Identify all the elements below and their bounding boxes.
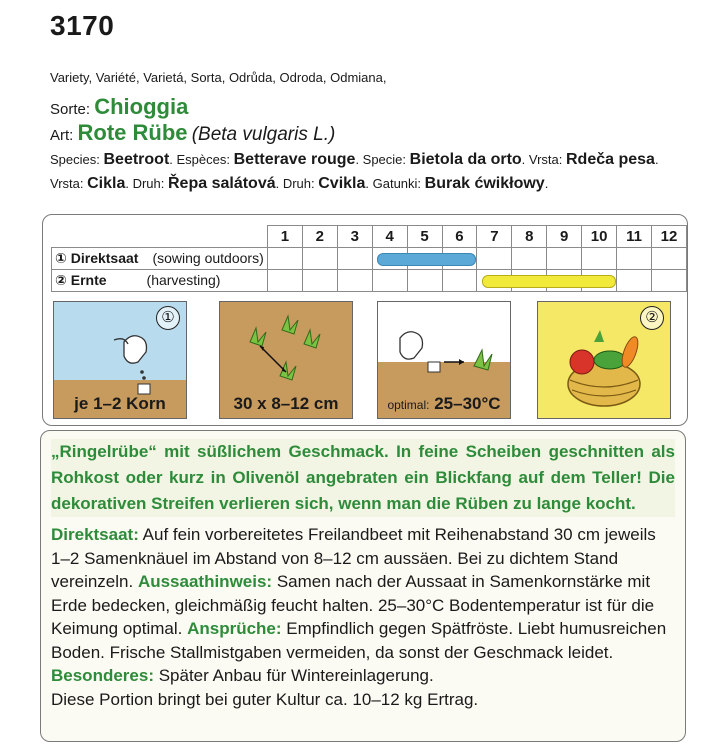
calendar-cell <box>372 270 407 292</box>
species-label: . Espèces: <box>169 152 230 167</box>
section-text: Samen nach der Aussaat in Samenkornstärke mit Erde bedecken, gleichmäßig feucht halten. 25–30°C Bodentemperatur ist für die Keimung optimal. <box>51 572 655 638</box>
month-label: 10 <box>582 226 617 248</box>
month-label: 9 <box>547 226 582 248</box>
calendar-cell <box>617 270 652 292</box>
spacing-caption: 30 x 8–12 cm <box>233 394 339 413</box>
section-heading: Ansprüche: <box>187 619 282 638</box>
section-text: Später Anbau für Wintereinlagerung. <box>153 666 434 685</box>
section-text: Empfindlich gegen Spätfröste. Liebt humusreichen Boden. Frische Stallmistgaben vermeiden, da sonst der Geschmack leidet. <box>51 619 667 662</box>
calendar-cell <box>442 270 477 292</box>
species-translations-1 <box>50 151 659 169</box>
step-number-badge: ② <box>640 306 664 330</box>
month-label: 7 <box>477 226 512 248</box>
calendar-cell <box>477 248 512 270</box>
variety-name: Chioggia <box>94 94 189 119</box>
calendar-cell <box>337 248 372 270</box>
month-label: 11 <box>617 226 652 248</box>
species-value: Rdeča pesa <box>566 151 655 168</box>
calendar-cell <box>267 248 302 270</box>
row-label-de: ② Ernte <box>55 272 107 288</box>
species-value: Burak ćwikłowy <box>424 175 545 192</box>
month-label: 8 <box>512 226 547 248</box>
species-value: Bietola da orto <box>409 151 522 168</box>
calendar-row-sowing <box>52 248 687 270</box>
description-body <box>51 523 677 711</box>
species-label: . Druh: <box>275 176 315 191</box>
sowing-period-bar <box>377 253 476 266</box>
section-heading: Besonderes: <box>51 666 154 685</box>
description-lead: „Ringelrübe“ mit süßlichem Geschmack. In feine Scheiben geschnitten als Rohkost oder kurz in Olivenöl angebraten ein Blickfang auf dem Teller! Die dekorativen Streifen verlieren sich, wenn man die Rüben zu lange kocht. <box>51 439 675 517</box>
sorte-row <box>50 94 188 120</box>
species-label: . Vrsta: <box>521 152 563 167</box>
variety-languages: Variety, Variété, Varietá, Sorta, Odrůda, Odroda, Odmiana, <box>50 70 387 85</box>
section-heading: Aussaathinweis: <box>137 572 273 591</box>
month-label: 4 <box>372 226 407 248</box>
species-label: . Druh: <box>125 176 165 191</box>
calendar-cell <box>302 248 337 270</box>
species-label: . Gatunki: <box>365 176 422 191</box>
art-label: Art: <box>50 127 74 144</box>
species-value: Cvikla <box>318 175 366 192</box>
species-label: Vrsta: <box>50 176 84 191</box>
species-name: Rote Rübe <box>77 120 188 145</box>
yield-note: Diese Portion bringt bei guter Kultur ca. 10–12 kg Ertrag. <box>51 689 479 709</box>
species-label: Species: <box>50 152 100 167</box>
species-value: Cikla <box>87 175 126 192</box>
calendar-cell <box>652 248 687 270</box>
section-text: Auf fein vorbereitetes Freilandbeet mit Reihenabstand 30 cm jeweils 1–2 Samenknäuel im Abstand von 8–12 cm aussäen. Bei zu dichtem Stand vereinzeln. <box>51 525 656 591</box>
germination-pictogram <box>377 301 511 419</box>
month-label: 6 <box>442 226 477 248</box>
sowing-calendar-panel <box>42 214 688 426</box>
species-value: Řepa salátová <box>168 175 276 192</box>
calendar-cell <box>267 270 302 292</box>
calendar-cell <box>617 248 652 270</box>
calendar-row-label <box>52 270 268 292</box>
section-heading: Direktsaat: <box>51 525 139 544</box>
temperature-caption-label: optimal: <box>387 398 430 412</box>
calendar-corner <box>52 226 268 248</box>
month-label: 12 <box>652 226 687 248</box>
latin-name: (Beta vulgaris L.) <box>191 124 336 145</box>
calendar-cell <box>547 248 582 270</box>
calendar-cell <box>512 248 547 270</box>
sowing-pictogram <box>53 301 187 419</box>
harvest-period-bar <box>482 275 616 288</box>
row-label-en: (sowing outdoors) <box>152 250 264 266</box>
temperature-caption <box>378 394 510 414</box>
month-label: 5 <box>407 226 442 248</box>
species-label: . Specie: <box>355 152 407 167</box>
species-label: . <box>654 152 659 167</box>
spacing-pictogram <box>219 301 353 419</box>
calendar-cell <box>337 270 372 292</box>
article-number: 3170 <box>50 10 115 41</box>
seeds-per-spot-caption: je 1–2 Korn <box>74 394 166 413</box>
sorte-label: Sorte: <box>50 101 91 118</box>
calendar-cell <box>407 270 442 292</box>
calendar-cell <box>652 270 687 292</box>
calendar-cell <box>302 270 337 292</box>
calendar-cell <box>582 248 617 270</box>
description-panel <box>40 430 686 742</box>
temperature-value: 25–30°C <box>434 394 501 413</box>
calendar-row-label <box>52 248 268 270</box>
month-header-row <box>52 226 687 248</box>
step-number-badge: ① <box>156 306 180 330</box>
species-value: Betterave rouge <box>233 151 356 168</box>
month-label: 3 <box>337 226 372 248</box>
species-value: Beetroot <box>103 151 170 168</box>
species-label: . <box>544 176 549 191</box>
harvest-pictogram <box>537 301 671 419</box>
month-label: 2 <box>302 226 337 248</box>
month-label: 1 <box>267 226 302 248</box>
row-label-en: (harvesting) <box>146 272 221 288</box>
art-row <box>50 120 335 146</box>
species-translations-2 <box>50 175 548 193</box>
row-label-de: ① Direktsaat <box>55 250 139 266</box>
